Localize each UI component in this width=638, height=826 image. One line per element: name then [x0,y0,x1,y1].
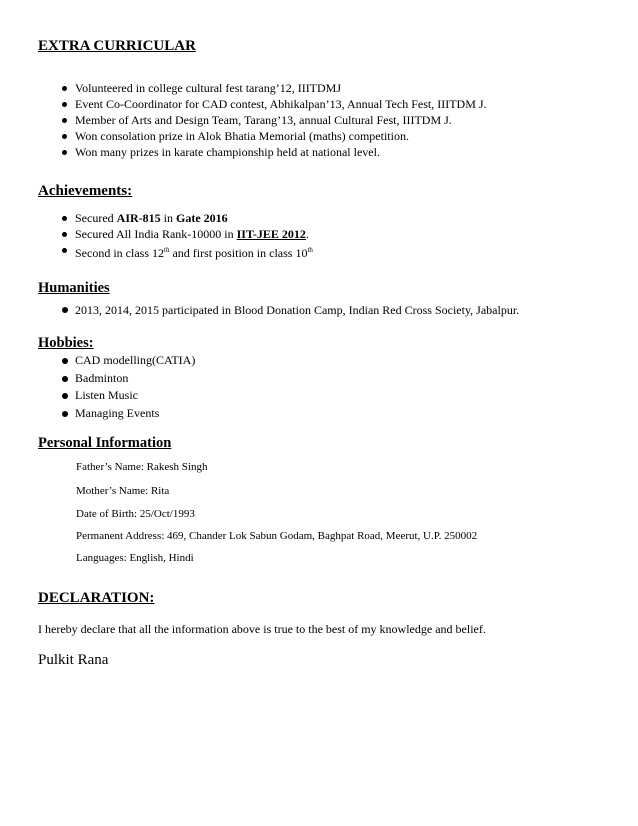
list-item: Won many prizes in karate championship held at national level. [0,144,487,160]
list-item: Member of Arts and Design Team, Tarang’13, annual Cultural Fest, IIITDM J. [0,112,487,128]
extra-curricular-heading: EXTRA CURRICULAR [38,38,196,54]
list-item [0,210,313,226]
list-item: Event Co-Coordinator for CAD contest, Abhikalpan’13, Annual Tech Fest, IIITDM J. [0,96,487,112]
list-item: CAD modelling(CATIA) [0,352,195,370]
fathers-name: Father’s Name: Rakesh Singh [76,461,208,473]
list-item: 2013, 2014, 2015 participated in Blood Donation Camp, Indian Red Cross Society, Jabalpur. [0,302,519,318]
list-item: Managing Events [0,405,195,423]
extra-curricular-list [0,80,487,160]
list-item: Badminton [0,370,195,388]
achievement-text: Secured [75,211,117,225]
list-item [0,226,313,242]
humanities-list [0,302,519,318]
humanities-heading: Humanities [38,280,110,296]
date-of-birth: Date of Birth: 25/Oct/1993 [76,508,195,520]
declaration-heading: DECLARATION: [38,590,155,606]
declaration-text: I hereby declare that all the information above is true to the best of my knowledge and belief. [38,622,486,636]
list-item: Won consolation prize in Alok Bhatia Memorial (maths) competition. [0,128,487,144]
hobbies-heading: Hobbies: [38,335,94,351]
list-item: Volunteered in college cultural fest tarang’12, IIITDMJ [0,80,487,96]
languages: Languages: English, Hindi [76,552,194,564]
permanent-address: Permanent Address: 469, Chander Lok Sabun Godam, Baghpat Road, Meerut, U.P. 250002 [76,530,478,542]
hobbies-list [0,352,195,422]
list-item [0,242,313,264]
personal-information-heading: Personal Information [38,435,172,451]
gate-year: Gate 2016 [176,211,228,225]
achievements-heading: Achievements: [38,183,133,199]
achievement-text: Secured All India Rank-10000 in [75,227,237,241]
achievement-text: Second in class 12 [75,246,164,260]
achievement-text: and first position in class 10 [169,246,308,260]
signature-name: Pulkit Rana [38,652,109,668]
list-item: Listen Music [0,387,195,405]
achievement-text: . [305,227,309,241]
superscript: th [307,246,313,254]
achievement-text: in [160,211,176,225]
superscript: th [164,246,170,254]
gate-rank: AIR-815 [116,211,161,225]
achievements-list [0,210,313,264]
mothers-name: Mother’s Name: Rita [76,485,170,497]
iit-jee: IIT-JEE 2012 [236,227,306,241]
